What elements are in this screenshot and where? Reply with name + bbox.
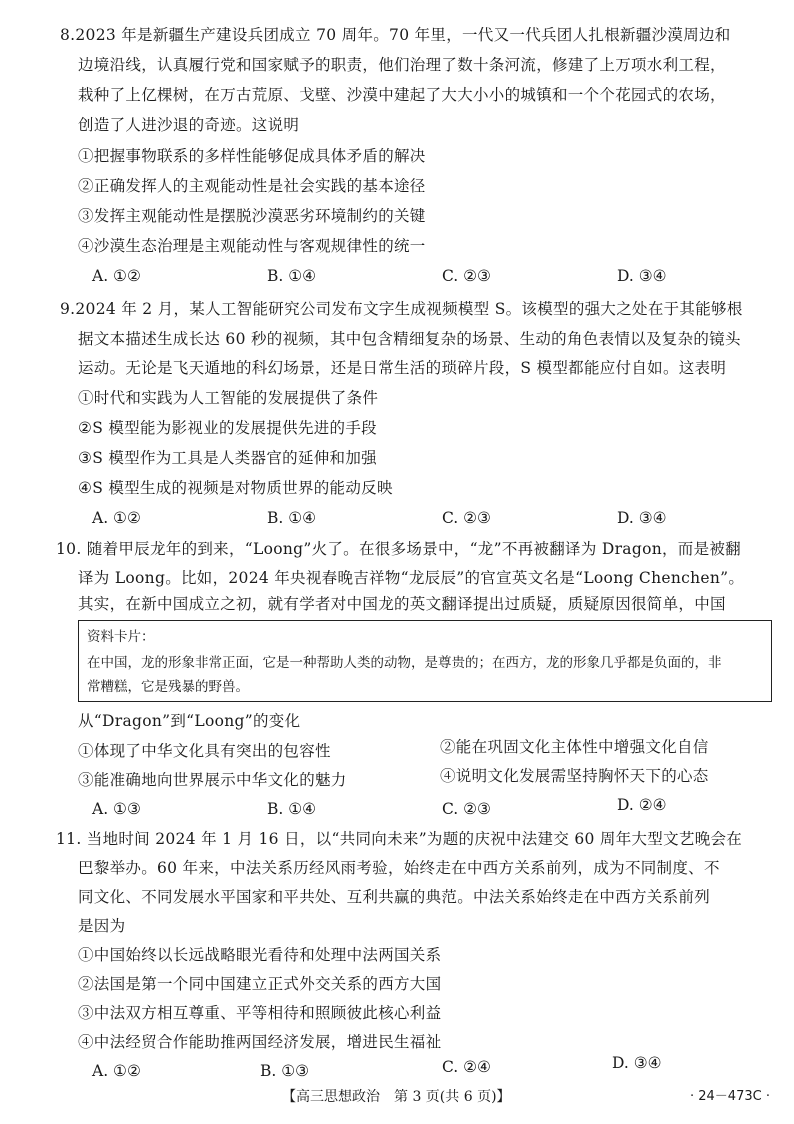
q8-option-a: A. ①② [92,267,141,285]
q10-stem-line-2: 译为 Loong。比如，2024 年央视春晚吉祥物“龙辰辰”的官宣英文名是“Loong Chenchen”。 [78,569,745,587]
q10-stem-line-1: 10. 随着甲辰龙年的到来，“Loong”火了。在很多场景中，“龙”不再被翻译为 Dragon，而是被翻 [56,540,741,558]
q9-statement-2: ②S 模型能为影视业的发展提供先进的手段 [78,419,377,437]
q11-option-a: A. ①② [92,1062,141,1080]
q11-stem-line-2: 巴黎举办。60 年来，中法关系历经风雨考验，始终走在中西方关系前列，成为不同制度、不 [78,859,720,877]
q8-statement-2: ②正确发挥人的主观能动性是社会实践的基本途径 [78,177,426,195]
card-title: 资料卡片： [87,629,155,645]
q11-stem-line-1: 11. 当地时间 2024 年 1 月 16 日，以“共同向未来”为题的庆祝中法建交 60 周年大型文艺晚会在 [56,830,743,848]
q11-option-d: D. ③④ [612,1054,662,1072]
q9-option-a: A. ①② [92,509,141,527]
q9-statement-3: ③S 模型作为工具是人类器官的延伸和加强 [78,449,377,467]
q8-statement-4: ④沙漠生态治理是主观能动性与客观规律性的统一 [78,237,426,255]
q9-stem-line-3: 运动。无论是飞天遁地的科幻场景，还是日常生活的琐碎片段，S 模型都能应付自如。这表明 [78,359,727,377]
q10-stem-line-3: 其实，在新中国成立之初，就有学者对中国龙的英文翻译提出过质疑，质疑原因很简单，中国 [78,595,726,613]
q8-stem-line-1: 8.2023 年是新疆生产建设兵团成立 70 周年。70 年里，一代又一代兵团人扎根新疆沙漠周边和 [60,26,731,44]
q9-stem-line-2: 据文本描述生成长达 60 秒的视频，其中包含精细复杂的场景、生动的角色表情以及复杂的镜头 [78,330,741,348]
q9-stem-line-1: 9.2024 年 2 月，某人工智能研究公司发布文字生成视频模型 S。该模型的强大之处在于其能够根 [60,300,743,318]
q10-statement-3: ③能准确地向世界展示中华文化的魅力 [78,771,347,789]
page-footer-title: 【高三思想政治 第 3 页(共 6 页)】 [282,1089,511,1105]
reference-card [78,620,772,702]
q8-stem-line-2: 边境沿线，认真履行党和国家赋予的职责，他们治理了数十条河流，修建了上万项水利工程， [78,56,726,74]
q8-option-c: C. ②③ [442,267,491,285]
q10-statement-4: ④说明文化发展需坚持胸怀天下的心态 [440,767,709,785]
q11-statement-4: ④中法经贸合作能助推两国经济发展，增进民生福祉 [78,1033,442,1051]
q8-option-d: D. ③④ [617,267,667,285]
page-footer-code: · 24－473C · [690,1089,770,1104]
q10-option-d: D. ②④ [617,796,667,814]
q8-option-b: B. ①④ [267,267,317,285]
q9-option-b: B. ①④ [267,509,317,527]
q10-option-b: B. ①④ [267,800,317,818]
q11-option-c: C. ②④ [442,1058,491,1076]
q11-stem-line-4: 是因为 [78,917,126,935]
q8-statement-3: ③发挥主观能动性是摆脱沙漠恶劣环境制约的关键 [78,207,426,225]
q11-statement-3: ③中法双方相互尊重、平等相待和照顾彼此核心利益 [78,1004,442,1022]
q10-option-a: A. ①③ [92,800,141,818]
q9-statement-4: ④S 模型生成的视频是对物质世界的能动反映 [78,479,393,497]
q9-option-c: C. ②③ [442,509,491,527]
q8-stem-line-4: 创造了人进沙退的奇迹。这说明 [78,116,300,134]
q9-option-d: D. ③④ [617,509,667,527]
card-line-1: 在中国，龙的形象非常正面，它是一种帮助人类的动物，是尊贵的；在西方，龙的形象几乎都是负面的，非 [87,655,722,671]
q11-statement-1: ①中国始终以长远战略眼光看待和处理中法两国关系 [78,946,442,964]
q11-statement-2: ②法国是第一个同中国建立正式外交关系的西方大国 [78,975,442,993]
q11-option-b: B. ①③ [260,1062,310,1080]
q8-statement-1: ①把握事物联系的多样性能够促成具体矛盾的解决 [78,147,426,165]
q10-statement-1: ①体现了中华文化具有突出的包容性 [78,742,331,760]
card-line-2: 常糟糕，它是残暴的野兽。 [87,679,249,695]
q8-stem-line-3: 栽种了上亿棵树，在万古荒原、戈壁、沙漠中建起了大大小小的城镇和一个个花园式的农场， [78,86,726,104]
q10-statement-2: ②能在巩固文化主体性中增强文化自信 [440,738,709,756]
q10-question-stem: 从“Dragon”到“Loong”的变化 [78,712,301,730]
q9-statement-1: ①时代和实践为人工智能的发展提供了条件 [78,389,379,407]
q10-option-c: C. ②③ [442,800,491,818]
q11-stem-line-3: 同文化、不同发展水平国家和平共处、互利共赢的典范。中法关系始终走在中西方关系前列 [78,888,711,906]
